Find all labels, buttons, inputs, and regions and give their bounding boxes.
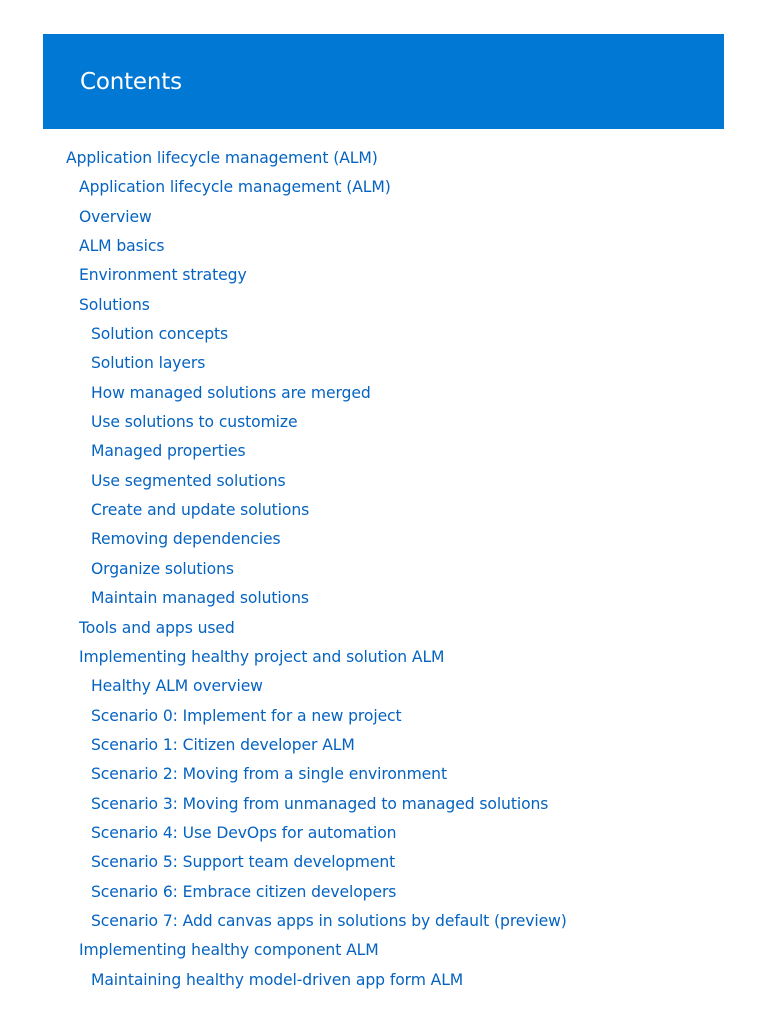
toc-link[interactable]: Application lifecycle management (ALM)	[79, 178, 391, 197]
toc-link[interactable]: Scenario 2: Moving from a single environment	[91, 765, 447, 784]
toc-link[interactable]: Organize solutions	[91, 559, 234, 578]
toc-link[interactable]: Tools and apps used	[79, 618, 235, 637]
toc-link[interactable]: Create and update solutions	[91, 501, 310, 520]
toc-link[interactable]: Solutions	[79, 295, 150, 314]
toc-link[interactable]: Scenario 1: Citizen developer ALM	[91, 735, 355, 754]
toc-link[interactable]: Maintain managed solutions	[91, 589, 309, 608]
toc-link[interactable]: Overview	[79, 207, 152, 226]
toc-link[interactable]: Scenario 6: Embrace citizen developers	[91, 882, 397, 901]
toc-link[interactable]: ALM basics	[79, 237, 165, 256]
toc-link[interactable]: How managed solutions are merged	[91, 383, 371, 402]
toc-link[interactable]: Use solutions to customize	[91, 413, 298, 432]
toc-link[interactable]: Implementing healthy component ALM	[79, 941, 379, 960]
page-title: Contents	[80, 69, 182, 95]
toc-link[interactable]: Removing dependencies	[91, 530, 281, 549]
toc-link[interactable]: Scenario 4: Use DevOps for automation	[91, 823, 397, 842]
toc-link[interactable]: Solution concepts	[91, 325, 229, 344]
toc-link[interactable]: Maintaining healthy model-driven app form ALM	[91, 970, 464, 989]
toc-link[interactable]: Managed properties	[91, 442, 246, 461]
toc-link[interactable]: Scenario 3: Moving from unmanaged to managed solutions	[91, 794, 549, 813]
toc-link[interactable]: Solution layers	[91, 354, 206, 373]
table-of-contents	[0, 144, 768, 995]
toc-link[interactable]: Scenario 7: Add canvas apps in solutions by default (preview)	[91, 911, 567, 930]
toc-link[interactable]: Application lifecycle management (ALM)	[66, 149, 378, 167]
toc-link[interactable]: Environment strategy	[79, 266, 247, 285]
contents-header	[43, 34, 724, 129]
toc-link[interactable]: Healthy ALM overview	[91, 677, 263, 696]
toc-link[interactable]: Use segmented solutions	[91, 471, 286, 490]
toc-link[interactable]: Scenario 0: Implement for a new project	[91, 706, 402, 725]
toc-link[interactable]: Implementing healthy project and solution ALM	[79, 647, 445, 666]
toc-link[interactable]: Scenario 5: Support team development	[91, 853, 396, 872]
